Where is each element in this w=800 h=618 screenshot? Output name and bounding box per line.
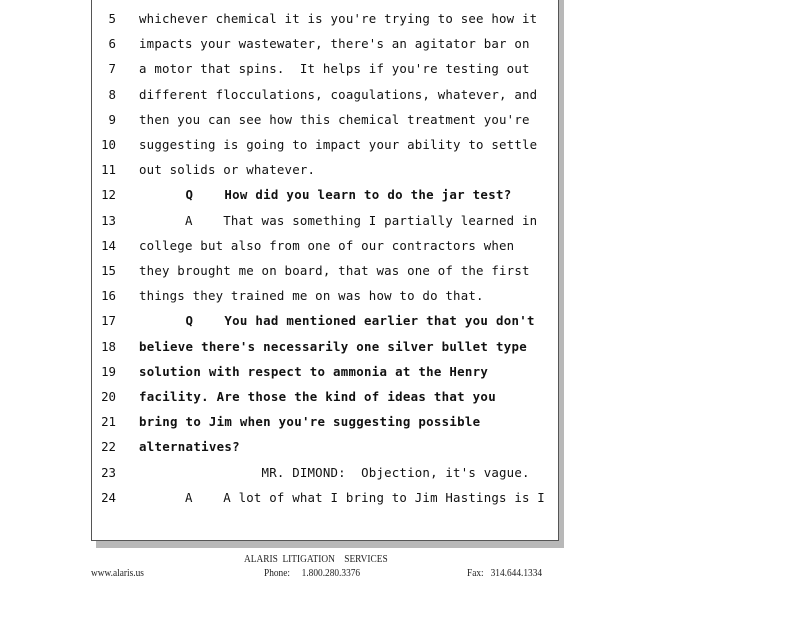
line-text: facility. Are those the kind of ideas that you bbox=[139, 389, 496, 404]
line-number: 19 bbox=[101, 363, 116, 379]
line-number: 20 bbox=[101, 389, 116, 404]
footer-company: ALARIS LITIGATION SERVICES bbox=[244, 553, 388, 565]
line-number: 11 bbox=[101, 162, 116, 178]
line-text: then you can see how this chemical treatment you're bbox=[139, 111, 530, 127]
line-text: impacts your wastewater, there's an agitator bar on bbox=[139, 36, 530, 52]
line-number: 9 bbox=[108, 111, 116, 127]
line-number: 10 bbox=[101, 137, 116, 152]
line-text: bring to Jim when you're suggesting possible bbox=[139, 414, 481, 430]
line-number: 18 bbox=[101, 338, 116, 354]
line-number: 12 bbox=[101, 187, 116, 203]
line-number: 14 bbox=[101, 237, 116, 253]
line-text: different flocculations, coagulations, whatever, and bbox=[139, 86, 538, 102]
line-text: they brought me on board, that was one of the first bbox=[139, 263, 530, 278]
line-number: 6 bbox=[108, 36, 116, 52]
line-text: college but also from one of our contractors when bbox=[139, 237, 515, 253]
line-text: whichever chemical it is you're trying to see how it bbox=[139, 11, 538, 26]
line-text: A That was something I partially learned in bbox=[139, 212, 538, 228]
line-text: A A lot of what I bring to Jim Hastings is I bbox=[139, 489, 545, 505]
line-number: 22 bbox=[101, 439, 116, 455]
line-text: alternatives? bbox=[139, 439, 240, 455]
line-number: 16 bbox=[101, 288, 116, 304]
line-text: Q How did you learn to do the jar test? bbox=[139, 187, 512, 203]
footer-website: www.alaris.us bbox=[91, 567, 144, 579]
line-number: 7 bbox=[108, 61, 116, 77]
line-text: suggesting is going to impact your ability to settle bbox=[139, 137, 538, 152]
line-text: a motor that spins. It helps if you're testing out bbox=[139, 61, 530, 77]
line-text: believe there's necessarily one silver bullet type bbox=[139, 338, 527, 354]
line-text: out solids or whatever. bbox=[139, 162, 316, 178]
line-text: things they trained me on was how to do that. bbox=[139, 288, 484, 304]
line-number: 15 bbox=[101, 263, 116, 278]
line-number: 5 bbox=[108, 11, 116, 26]
transcript-page bbox=[91, 0, 559, 541]
footer-phone: Phone: 1.800.280.3376 bbox=[264, 567, 361, 579]
line-number: 21 bbox=[101, 414, 116, 430]
line-text: MR. DIMOND: Objection, it's vague. bbox=[139, 464, 530, 480]
line-number: 8 bbox=[108, 86, 116, 102]
footer-fax: Fax: 314.644.1334 bbox=[467, 567, 543, 579]
line-number: 17 bbox=[101, 313, 116, 329]
line-number: 24 bbox=[101, 489, 116, 505]
line-number: 13 bbox=[101, 212, 116, 228]
line-text: solution with respect to ammonia at the Henry bbox=[139, 363, 489, 379]
line-text: Q You had mentioned earlier that you don't bbox=[139, 313, 535, 329]
line-number: 23 bbox=[101, 464, 116, 480]
